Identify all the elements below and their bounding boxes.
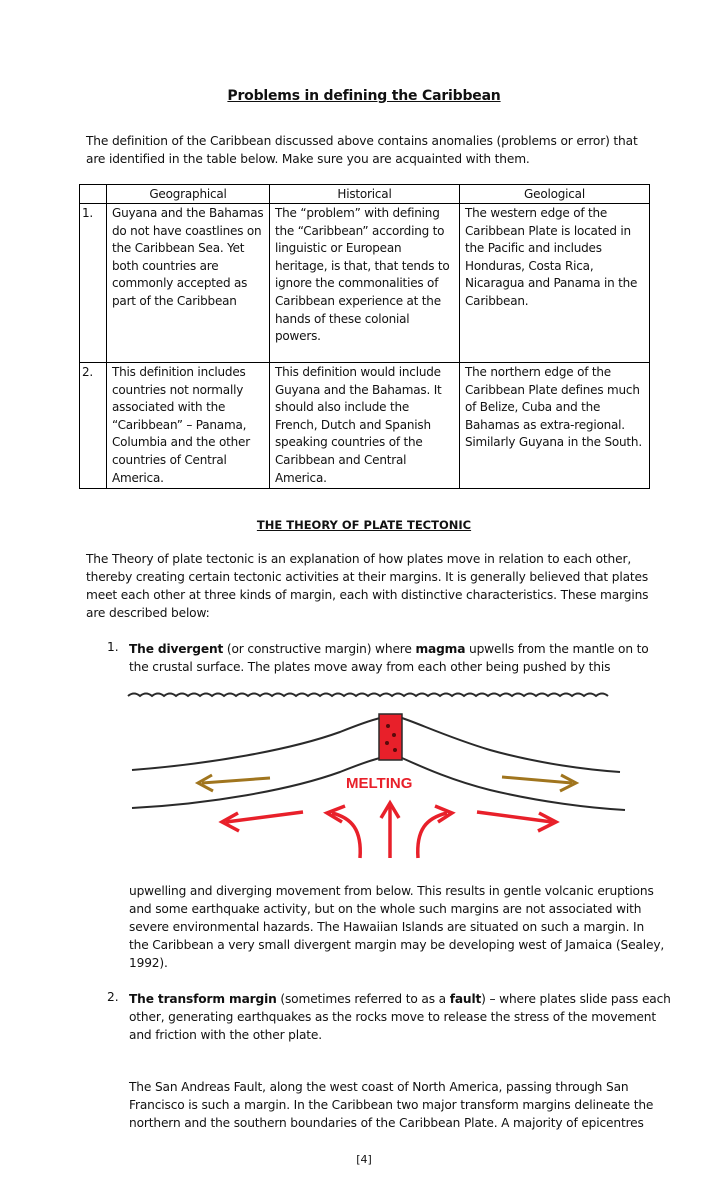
paragraph-line: thereby creating certain tectonic activities at their margins. It is generally believed that plates: [86, 570, 649, 584]
cell-line: part of the Caribbean: [112, 293, 237, 308]
cell-line: heritage, is that, that tends to: [275, 258, 450, 273]
list-number: 2.: [107, 990, 119, 1004]
cell-line: Honduras, Costa Rica,: [465, 258, 594, 273]
term-transform-margin: The transform margin: [129, 992, 277, 1006]
text-span: ) – where plates slide pass each: [481, 992, 671, 1006]
paragraph-line: and friction with the other plate.: [129, 1028, 323, 1042]
header-geological: Geological: [460, 185, 650, 204]
header-num: [80, 185, 107, 204]
intro-line: are identified in the table below. Make sure you are acquainted with them.: [86, 152, 530, 166]
paragraph-line: other, generating earthquakes as the rocks move to release the stress of the movement: [129, 1010, 656, 1024]
cell-line: Caribbean experience at the: [275, 293, 441, 308]
text-span: (or constructive margin) where: [223, 642, 416, 656]
table-header-row: [80, 185, 650, 204]
cell-line: Guyana and the Bahamas: [112, 206, 264, 220]
cell-line: commonly accepted as: [112, 276, 248, 291]
paragraph-line: [129, 640, 649, 658]
paragraph-line: The Theory of plate tectonic is an explanation of how plates move in relation to each other,: [86, 552, 632, 566]
cell-line: associated with the: [112, 400, 226, 415]
anomalies-table: [79, 184, 650, 489]
cell-line: do not have coastlines on: [112, 223, 262, 238]
ridge-surface-left: [132, 718, 380, 770]
cell-line: countries of Central: [112, 452, 227, 467]
plate-arrow-right: [502, 775, 576, 791]
cell-line: should also include the: [275, 400, 410, 415]
cell-line: linguistic or European: [275, 241, 402, 256]
page-number: [4]: [356, 1153, 372, 1166]
row-number: 2.: [80, 363, 107, 489]
paragraph-line: meet each other at three kinds of margin, each with distinctive characteristics. These margins: [86, 588, 649, 602]
cell-geological: [460, 204, 650, 363]
paragraph-line: severe environmental hazards. The Hawaiian Islands are situated on such a margin. In: [129, 920, 645, 934]
paragraph-line: the Caribbean a very small divergent margin may be developing west of Jamaica (Sealey,: [129, 938, 665, 952]
cell-line: the Caribbean Sea. Yet: [112, 241, 245, 256]
melting-label: MELTING: [346, 775, 413, 792]
paragraph-line: The San Andreas Fault, along the west coast of North America, passing through San: [129, 1080, 629, 1094]
paragraph-line: upwelling and diverging movement from below. This results in gentle volcanic eruptions: [129, 884, 654, 898]
sea-surface-line: [128, 694, 608, 697]
paragraph-line: Francisco is such a margin. In the Caribbean two major transform margins delineate the: [129, 1098, 654, 1112]
cell-historical: [270, 363, 460, 489]
paragraph-line: are described below:: [86, 606, 210, 620]
theory-paragraph: [86, 550, 648, 622]
cell-line: Caribbean and Central: [275, 452, 407, 467]
cell-line: countries not normally: [112, 382, 244, 397]
text-span: upwells from the mantle on to: [465, 642, 649, 656]
cell-line: Caribbean Plate is located in: [465, 223, 631, 238]
transform-paragraph: [129, 990, 671, 1044]
cell-line: ignore the commonalities of: [275, 276, 439, 291]
cell-line: powers.: [275, 329, 321, 344]
cell-line: This definition would include: [275, 365, 441, 379]
plate-base-right: [402, 758, 625, 810]
cell-line: Columbia and the other: [112, 435, 250, 450]
cell-line: French, Dutch and Spanish: [275, 417, 431, 432]
cell-line: Guyana and the Bahamas. It: [275, 382, 442, 397]
term-magma: magma: [415, 642, 466, 656]
intro-line: The definition of the Caribbean discussed above contains anomalies (problems or error) that: [86, 134, 638, 148]
divergent-continuation: [129, 882, 664, 972]
table-row: [80, 363, 650, 489]
cell-line: Nicaragua and Panama in the: [465, 276, 638, 291]
upwelling-arrows: [222, 803, 556, 858]
paragraph-line: and some earthquake activity, but on the whole such margins are not associated with: [129, 902, 642, 916]
magma-column: [379, 714, 402, 760]
intro-paragraph: [86, 132, 638, 168]
cell-geographical: [107, 204, 270, 363]
divergent-paragraph: [129, 640, 649, 676]
cell-line: both countries are: [112, 258, 219, 273]
cell-line: Caribbean Plate defines much: [465, 382, 640, 397]
cell-line: The northern edge of the: [465, 365, 611, 379]
term-divergent: The divergent: [129, 642, 224, 656]
cell-line: Caribbean.: [465, 293, 529, 308]
cell-line: of Belize, Cuba and the: [465, 400, 601, 415]
cell-historical: [270, 204, 460, 363]
term-fault: fault: [449, 992, 482, 1006]
list-number: 1.: [107, 640, 119, 654]
cell-line: America.: [112, 470, 164, 485]
san-andreas-paragraph: [129, 1078, 653, 1132]
plate-base-left: [132, 758, 380, 808]
cell-line: the Pacific and includes: [465, 241, 602, 256]
cell-line: “Caribbean” – Panama,: [112, 417, 247, 432]
plate-arrow-left: [198, 775, 270, 791]
cell-line: Bahamas as extra-regional.: [465, 417, 625, 432]
cell-geographical: [107, 363, 270, 489]
cell-geological: [460, 363, 650, 489]
paragraph-line: 1992).: [129, 956, 168, 970]
cell-line: hands of these colonial: [275, 311, 410, 326]
section-title: THE THEORY OF PLATE TECTONIC: [256, 518, 472, 532]
page-title: Problems in defining the Caribbean: [227, 88, 501, 104]
cell-line: Similarly Guyana in the South.: [465, 435, 642, 450]
row-number: 1.: [80, 204, 107, 363]
cell-line: speaking countries of the: [275, 435, 423, 450]
cell-line: The western edge of the: [465, 206, 608, 220]
header-geographical: Geographical: [107, 185, 270, 204]
cell-line: The “problem” with defining: [275, 206, 440, 220]
cell-line: This definition includes: [112, 365, 246, 379]
table-row: [80, 204, 650, 363]
cell-line: the “Caribbean” according to: [275, 223, 445, 238]
paragraph-line: the crustal surface. The plates move away from each other being pushed by this: [129, 660, 611, 674]
divergent-margin-diagram: [120, 680, 630, 860]
header-historical: Historical: [270, 185, 460, 204]
cell-line: America.: [275, 470, 327, 485]
ridge-surface-right: [402, 718, 620, 772]
text-span: (sometimes referred to as a: [276, 992, 450, 1006]
paragraph-line: northern and the southern boundaries of the Caribbean Plate. A majority of epicentres: [129, 1116, 644, 1130]
paragraph-line: [129, 990, 671, 1008]
